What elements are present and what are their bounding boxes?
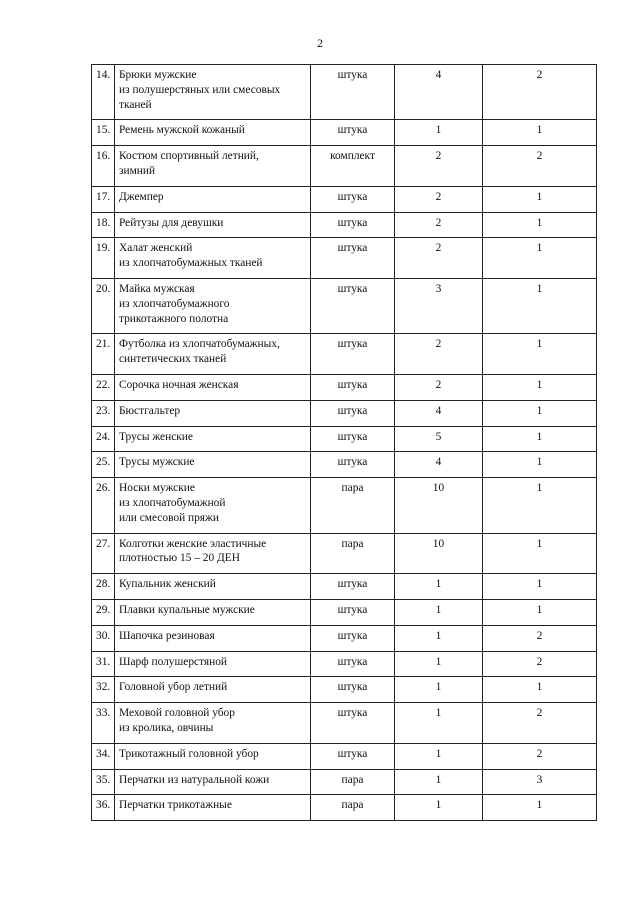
item-name: Брюки мужские из полушерстяных или смесовых тканей — [115, 65, 311, 120]
row-number: 28. — [92, 574, 115, 600]
unit-of-measure: пара — [311, 478, 395, 533]
table-row — [92, 212, 597, 238]
item-name: Ремень мужской кожаный — [115, 120, 311, 146]
unit-of-measure: пара — [311, 533, 395, 574]
quantity: 1 — [395, 677, 483, 703]
item-name: Халат женский из хлопчатобумажных тканей — [115, 238, 311, 279]
unit-of-measure: штука — [311, 677, 395, 703]
wear-period: 1 — [483, 426, 597, 452]
row-number: 17. — [92, 186, 115, 212]
unit-of-measure: штука — [311, 212, 395, 238]
table-body — [92, 65, 597, 821]
unit-of-measure: штука — [311, 65, 395, 120]
table-row — [92, 334, 597, 375]
item-name: Головной убор летний — [115, 677, 311, 703]
item-name: Купальник женский — [115, 574, 311, 600]
table-row — [92, 677, 597, 703]
unit-of-measure: штука — [311, 400, 395, 426]
quantity: 4 — [395, 400, 483, 426]
row-number: 27. — [92, 533, 115, 574]
item-name: Перчатки трикотажные — [115, 795, 311, 821]
wear-period: 1 — [483, 212, 597, 238]
wear-period: 2 — [483, 146, 597, 187]
quantity: 1 — [395, 599, 483, 625]
table-row — [92, 703, 597, 744]
wear-period: 2 — [483, 625, 597, 651]
row-number: 33. — [92, 703, 115, 744]
item-name: Бюстгальтер — [115, 400, 311, 426]
item-name: Рейтузы для девушки — [115, 212, 311, 238]
item-name: Носки мужские из хлопчатобумажной или смесовой пряжи — [115, 478, 311, 533]
wear-period: 2 — [483, 65, 597, 120]
row-number: 34. — [92, 743, 115, 769]
quantity: 1 — [395, 795, 483, 821]
table-row — [92, 374, 597, 400]
quantity: 1 — [395, 120, 483, 146]
row-number: 21. — [92, 334, 115, 375]
table-row — [92, 651, 597, 677]
unit-of-measure: пара — [311, 769, 395, 795]
table-row — [92, 574, 597, 600]
table-row — [92, 238, 597, 279]
unit-of-measure: штука — [311, 238, 395, 279]
row-number: 32. — [92, 677, 115, 703]
table-row — [92, 426, 597, 452]
row-number: 22. — [92, 374, 115, 400]
table-row — [92, 278, 597, 333]
table-row — [92, 146, 597, 187]
wear-period: 1 — [483, 574, 597, 600]
wear-period: 1 — [483, 795, 597, 821]
unit-of-measure: штука — [311, 743, 395, 769]
item-name: Майка мужская из хлопчатобумажного трикотажного полотна — [115, 278, 311, 333]
quantity: 1 — [395, 743, 483, 769]
wear-period: 2 — [483, 651, 597, 677]
quantity: 3 — [395, 278, 483, 333]
page-number: 2 — [317, 36, 323, 50]
row-number: 26. — [92, 478, 115, 533]
item-name: Футболка из хлопчатобумажных, синтетических тканей — [115, 334, 311, 375]
wear-period: 1 — [483, 677, 597, 703]
item-name: Трусы женские — [115, 426, 311, 452]
wear-period: 1 — [483, 186, 597, 212]
unit-of-measure: штука — [311, 574, 395, 600]
quantity: 1 — [395, 625, 483, 651]
unit-of-measure: штука — [311, 186, 395, 212]
row-number: 16. — [92, 146, 115, 187]
item-name: Шапочка резиновая — [115, 625, 311, 651]
quantity: 4 — [395, 452, 483, 478]
item-name: Сорочка ночная женская — [115, 374, 311, 400]
item-name: Меховой головной убор из кролика, овчины — [115, 703, 311, 744]
unit-of-measure: штука — [311, 599, 395, 625]
wear-period: 1 — [483, 334, 597, 375]
row-number: 25. — [92, 452, 115, 478]
unit-of-measure: штука — [311, 625, 395, 651]
row-number: 36. — [92, 795, 115, 821]
table-row — [92, 795, 597, 821]
unit-of-measure: штука — [311, 120, 395, 146]
item-name: Трусы мужские — [115, 452, 311, 478]
row-number: 31. — [92, 651, 115, 677]
table-row — [92, 533, 597, 574]
row-number: 19. — [92, 238, 115, 279]
unit-of-measure: штука — [311, 374, 395, 400]
row-number: 15. — [92, 120, 115, 146]
row-number: 30. — [92, 625, 115, 651]
item-name: Колготки женские эластичные плотностью 15 – 20 ДЕН — [115, 533, 311, 574]
quantity: 5 — [395, 426, 483, 452]
quantity: 1 — [395, 651, 483, 677]
unit-of-measure: штука — [311, 426, 395, 452]
quantity: 2 — [395, 186, 483, 212]
item-name: Джемпер — [115, 186, 311, 212]
wear-period: 2 — [483, 743, 597, 769]
clothing-norms-table — [91, 64, 597, 821]
item-name: Плавки купальные мужские — [115, 599, 311, 625]
row-number: 24. — [92, 426, 115, 452]
unit-of-measure: штука — [311, 703, 395, 744]
table-row — [92, 478, 597, 533]
table-row — [92, 186, 597, 212]
wear-period: 1 — [483, 478, 597, 533]
quantity: 1 — [395, 769, 483, 795]
unit-of-measure: пара — [311, 795, 395, 821]
table-row — [92, 743, 597, 769]
unit-of-measure: комплект — [311, 146, 395, 187]
row-number: 23. — [92, 400, 115, 426]
row-number: 29. — [92, 599, 115, 625]
wear-period: 3 — [483, 769, 597, 795]
quantity: 2 — [395, 146, 483, 187]
table-row — [92, 120, 597, 146]
quantity: 1 — [395, 703, 483, 744]
row-number: 20. — [92, 278, 115, 333]
table-row — [92, 625, 597, 651]
quantity: 4 — [395, 65, 483, 120]
quantity: 2 — [395, 238, 483, 279]
item-name: Трикотажный головной убор — [115, 743, 311, 769]
wear-period: 2 — [483, 703, 597, 744]
quantity: 10 — [395, 533, 483, 574]
wear-period: 1 — [483, 120, 597, 146]
wear-period: 1 — [483, 599, 597, 625]
quantity: 2 — [395, 334, 483, 375]
wear-period: 1 — [483, 533, 597, 574]
wear-period: 1 — [483, 238, 597, 279]
item-name: Перчатки из натуральной кожи — [115, 769, 311, 795]
wear-period: 1 — [483, 278, 597, 333]
unit-of-measure: штука — [311, 334, 395, 375]
quantity: 2 — [395, 212, 483, 238]
item-name: Костюм спортивный летний, зимний — [115, 146, 311, 187]
table-row — [92, 599, 597, 625]
wear-period: 1 — [483, 452, 597, 478]
unit-of-measure: штука — [311, 452, 395, 478]
quantity: 1 — [395, 574, 483, 600]
quantity: 10 — [395, 478, 483, 533]
row-number: 18. — [92, 212, 115, 238]
table-row — [92, 65, 597, 120]
unit-of-measure: штука — [311, 651, 395, 677]
wear-period: 1 — [483, 374, 597, 400]
row-number: 14. — [92, 65, 115, 120]
table-row — [92, 769, 597, 795]
table-row — [92, 452, 597, 478]
table-row — [92, 400, 597, 426]
row-number: 35. — [92, 769, 115, 795]
quantity: 2 — [395, 374, 483, 400]
item-name: Шарф полушерстяной — [115, 651, 311, 677]
unit-of-measure: штука — [311, 278, 395, 333]
wear-period: 1 — [483, 400, 597, 426]
